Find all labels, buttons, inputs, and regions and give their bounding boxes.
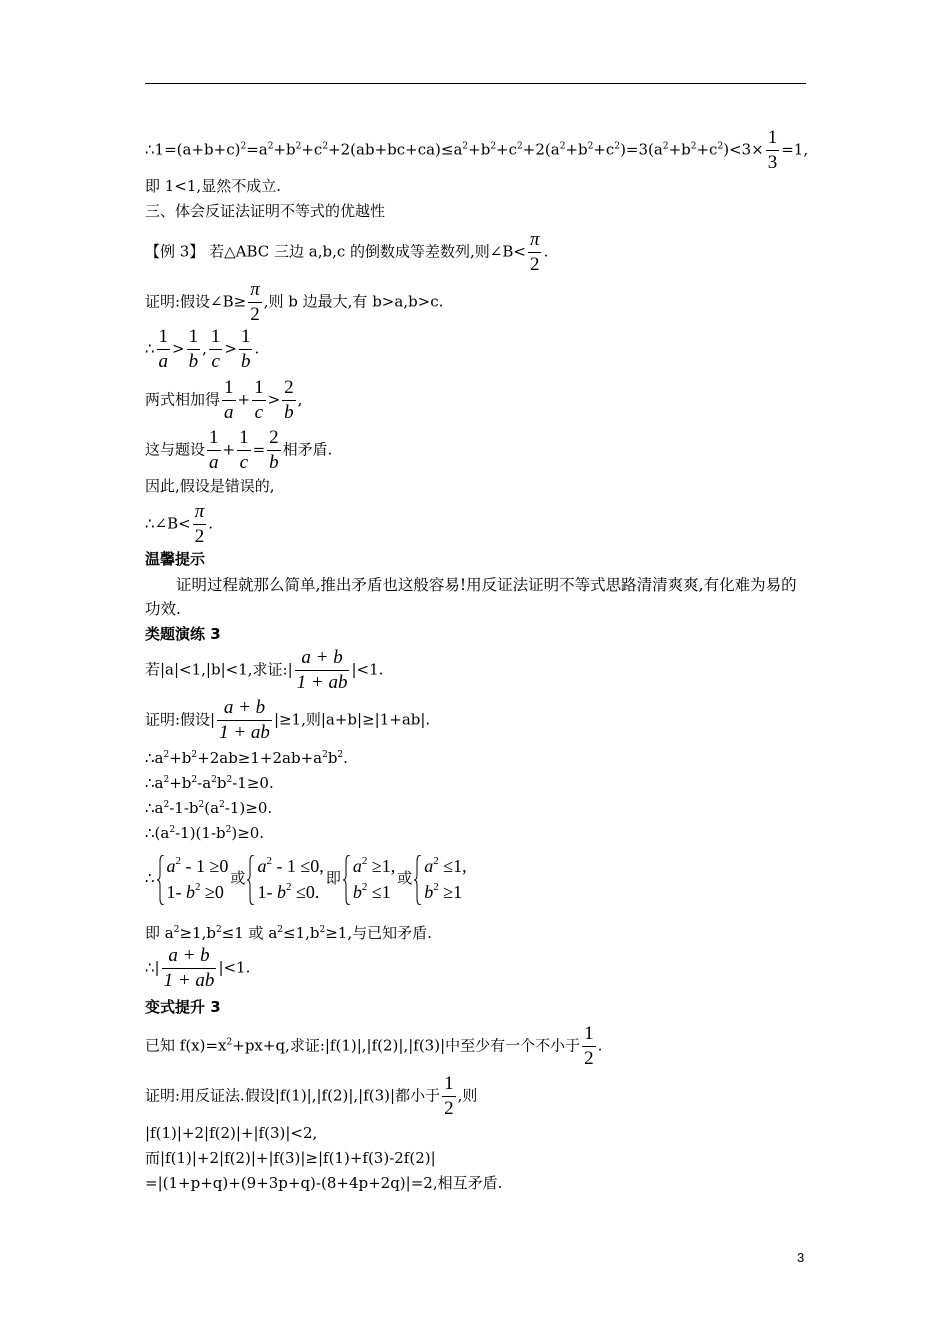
conclusion-line: 即 $a^2\ge 1,b^2\le 1$ 或 $a^2\le 1,b^2\ge 1$,与已知矛盾.	[145, 924, 432, 942]
fraction-2-over-b: $\frac{2}{b}$	[269, 427, 279, 473]
line-contradiction: 即 1<1,显然不成立.	[145, 177, 281, 195]
fraction-one-half: $\frac{1}{2}$	[444, 1073, 454, 1119]
header-rule	[145, 83, 806, 84]
practice-problem: 若|a|<1,|b|<1,求证:| $\frac{a + b}{1 + ab}$ |<1.	[145, 647, 384, 693]
step-3: $\therefore a^2-1-b^2(a^2-1)\ge 0$.	[145, 799, 273, 817]
fraction-1-over-c: $\frac{1}{c}$	[239, 427, 249, 473]
variant-title: 变式提升 3	[145, 998, 221, 1016]
brace-icon	[157, 855, 165, 905]
system-1: $a^2 - 1 \ge 0$ 1- $b^2 \ge 0$	[157, 853, 229, 905]
brace-icon	[343, 855, 351, 905]
fraction-2-over-b: $\frac{2}{b}$	[284, 377, 294, 423]
section-heading-3: 三、体会反证法证明不等式的优越性	[145, 202, 386, 220]
reciprocal-inequalities: ∴ $\frac{1}{a}$ > $\frac{1}{b}$ , $\frac{1}{c}$ > $\frac{1}{b}$ .	[145, 326, 260, 372]
fraction-pi-over-2: $\frac{\pi}{2}$	[194, 501, 205, 547]
page-number: 3	[797, 1250, 805, 1265]
variant-step-2: 而|f(1)|+2|f(2)|+|f(3)|≥|f(1)+f(3)-2f(2)|	[145, 1149, 436, 1167]
tip-title: 温馨提示	[145, 550, 206, 568]
fraction-1-over-c: $\frac{1}{c}$	[210, 326, 221, 372]
system-2: $a^2 - 1 \le 0$, 1- $b^2 \le 0$.	[247, 853, 323, 905]
fraction-1-over-c: $\frac{1}{c}$	[254, 377, 264, 423]
system-4: $a^2 \le 1$, $b^2 \ge 1$	[414, 853, 466, 905]
inequality-systems: ∴ $a^2 - 1 \ge 0$ 1- $b^2 \ge 0$ 或 $a^2 - 1 \le 0$, 1- $b^2 \le 0$. 即 $a^2 \ge 1$, $b^2 \le 1$ 或 $a^2 \le 1$, $b^2 \ge 1$	[145, 853, 469, 905]
hence-line: 因此,假设是错误的,	[145, 477, 275, 495]
fraction-1-over-b: $\frac{1}{b}$	[188, 326, 199, 372]
variant-step-3: =|(1+p+q)+(9+3p+q)-(8+4p+2q)|=2,相互矛盾.	[145, 1174, 503, 1192]
fraction-apb-over-1pab: $\frac{a + b}{1 + ab}$	[296, 647, 348, 693]
fraction-1-over-a: $\frac{1}{a}$	[224, 377, 234, 423]
fraction-1-over-b: $\frac{1}{b}$	[240, 326, 251, 372]
practice-title: 类题演练 3	[145, 625, 221, 643]
brace-icon	[247, 855, 255, 905]
contradiction-line: 这与题设 $\frac{1}{a}$ + $\frac{1}{c}$ = $\frac{2}{b}$ 相矛盾.	[145, 427, 333, 473]
fraction-apb-over-1pab: $\frac{a + b}{1 + ab}$	[219, 697, 270, 743]
proof-assume: 证明:假设∠B≥ $\frac{\pi}{2}$ ,则 b 边最大,有 b>a,b>c.	[145, 279, 444, 325]
fraction-apb-over-1pab: $\frac{a + b}{1 + ab}$	[163, 945, 215, 991]
fraction-pi-over-2: $\frac{\pi}{2}$	[529, 229, 540, 275]
conclusion-fraction: ∴| $\frac{a + b}{1 + ab}$ |<1.	[145, 945, 251, 991]
step-1: $\therefore a^2+b^2+2ab\ge 1+2ab+a^2b^2$.	[145, 749, 348, 767]
final-conclusion: ∴∠B< $\frac{\pi}{2}$ .	[145, 501, 214, 547]
fraction-one-half: $\frac{1}{2}$	[584, 1023, 594, 1069]
fraction-pi-over-2: $\frac{\pi}{2}$	[250, 279, 260, 325]
sum-inequality: 两式相加得 $\frac{1}{a}$ + $\frac{1}{c}$ > $\frac{2}{b}$ ,	[145, 377, 303, 423]
step-4: $\therefore(a^2-1)(1-b^2)\ge 0$.	[145, 824, 265, 842]
equation-line-1: $\therefore 1=(a+b+c)^2=a^2+b^2+c^2+2(ab+bc+ca)\le a^2+b^2+c^2+2(a^2+b^2+c^2)=3(a^2+b^2+c^2)<3\times$ $\frac{1}{3}$ =1,	[145, 127, 809, 173]
fraction-1-over-a: $\frac{1}{a}$	[158, 326, 169, 372]
example-3: 【例 3】 若△ABC 三边 a,b,c 的倒数成等差数列,则∠B< $\frac{\pi}{2}$ .	[145, 229, 549, 275]
fraction-one-third: $\frac{1}{3}$	[767, 127, 778, 173]
brace-icon	[414, 855, 422, 905]
variant-problem: 已知 $f(x)=x^2+px+q$,求证:|f(1)|,|f(2)|,|f(3)|中至少有一个不小于 $\frac{1}{2}$ .	[145, 1023, 603, 1069]
step-2: $\therefore a^2+b^2-a^2b^2-1\ge 0$.	[145, 774, 274, 792]
variant-step-1: |f(1)|+2|f(2)|+|f(3)|<2,	[145, 1124, 318, 1142]
fraction-1-over-a: $\frac{1}{a}$	[209, 427, 219, 473]
variant-proof-assume: 证明:用反证法.假设|f(1)|,|f(2)|,|f(3)|都小于 $\frac{1}{2}$ ,则	[145, 1073, 478, 1119]
practice-proof-assume: 证明:假设| $\frac{a + b}{1 + ab}$ |≥1,则|a+b|≥|1+ab|.	[145, 697, 431, 743]
system-3: $a^2 \ge 1$, $b^2 \le 1$	[343, 853, 395, 905]
tip-text: 证明过程就那么简单,推出矛盾也这般容易!用反证法证明不等式思路清清爽爽,有化难为易的功效.	[145, 576, 797, 618]
